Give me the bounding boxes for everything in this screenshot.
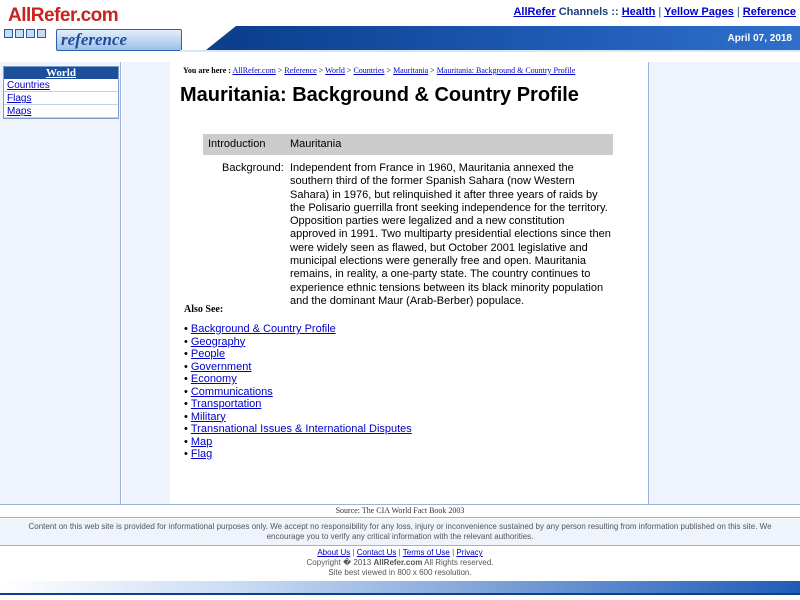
footer-separator: | bbox=[398, 548, 401, 557]
best-viewed-note: Site best viewed in 800 x 600 resolution. bbox=[328, 568, 472, 577]
list-item bbox=[184, 336, 412, 349]
breadcrumb-link[interactable]: Reference bbox=[284, 66, 317, 75]
also-see-link-people[interactable]: People bbox=[190, 348, 226, 360]
bullet-icon: • bbox=[184, 348, 188, 360]
current-date: April 07, 2018 bbox=[727, 33, 792, 44]
site-footer bbox=[0, 504, 800, 600]
sidebar-item-countries[interactable]: Countries bbox=[4, 79, 118, 92]
list-item bbox=[184, 398, 412, 411]
breadcrumb-separator: > bbox=[318, 66, 324, 75]
sidebar-item-maps[interactable]: Maps bbox=[4, 105, 118, 118]
bullet-icon: • bbox=[184, 360, 188, 373]
channels-label: Channels :: bbox=[558, 6, 619, 18]
footer-link-contact[interactable]: Contact Us bbox=[356, 548, 397, 557]
site-header bbox=[0, 0, 800, 52]
list-item bbox=[184, 436, 412, 449]
also-see-link-communications[interactable]: Communications bbox=[190, 385, 273, 398]
country-profile-table bbox=[203, 134, 613, 308]
breadcrumb-separator: > bbox=[430, 66, 435, 75]
breadcrumb-separator: > bbox=[386, 66, 392, 75]
also-see-link-government[interactable]: Government bbox=[190, 360, 252, 373]
profile-table-header bbox=[203, 134, 613, 155]
page-title: Mauritania: Background & Country Profile bbox=[180, 84, 579, 106]
header-stripe bbox=[180, 50, 800, 52]
header-blue-bar bbox=[236, 26, 800, 50]
bullet-icon: • bbox=[184, 335, 188, 348]
footer-links bbox=[0, 545, 800, 575]
disclaimer-text: Content on this web site is provided for informational purposes only. We accept no responsibility for any loss, injury or inconvenience sustained by any person resulting from information published on this site. We encourage you to verify any critical information with the relevant authorities. bbox=[0, 519, 800, 545]
footer-separator: | bbox=[352, 548, 355, 557]
channel-separator: | bbox=[658, 6, 662, 18]
bullet-icon: • bbox=[184, 373, 188, 385]
list-item bbox=[184, 411, 412, 424]
breadcrumb-link[interactable]: Mauritania bbox=[393, 66, 429, 75]
also-see-link-map[interactable]: Map bbox=[190, 435, 213, 448]
also-see-list bbox=[184, 323, 412, 461]
copyright-brand: AllRefer.com bbox=[373, 558, 423, 567]
list-item bbox=[184, 448, 412, 461]
list-item bbox=[184, 423, 412, 436]
content-margin bbox=[122, 62, 170, 504]
copyright-pre: Copyright � 2013 bbox=[306, 558, 372, 567]
also-see-link-military[interactable]: Military bbox=[190, 410, 226, 423]
footer-link-terms[interactable]: Terms of Use bbox=[402, 548, 450, 557]
world-nav-box bbox=[3, 66, 119, 119]
sidebar-item-flags[interactable]: Flags bbox=[4, 92, 118, 105]
breadcrumb-link[interactable]: Mauritania: Background & Country Profile bbox=[436, 66, 576, 75]
logo-reference-badge: reference bbox=[56, 29, 182, 51]
background-text: Independent from France in 1960, Mauritania annexed the southern third of the former Spanish Sahara (now Western Sahara) in 1976, but relinquished it after three years of raids by the Polisario guerrilla front seeking independence for the territory. Opposition parties were legalized and a new constitution approved in 1991. Two multiparty presidential elections since then were widely seen as flawed, but October 2001 legislative and municipal elections were generally free and open. Mauritania remains, in reality, a one-party state. The country continues to experience ethnic tensions between its black minority population and the dominant Maur (Arab-Berber) populace. bbox=[290, 162, 611, 307]
left-sidebar bbox=[0, 62, 121, 504]
bullet-icon: • bbox=[184, 435, 188, 448]
profile-header-country: Mauritania bbox=[290, 138, 342, 150]
list-item bbox=[184, 386, 412, 399]
copyright bbox=[0, 558, 800, 568]
footer-link-about[interactable]: About Us bbox=[317, 548, 351, 557]
right-sidebar bbox=[648, 62, 800, 504]
breadcrumb-link[interactable]: Countries bbox=[353, 66, 385, 75]
breadcrumb-separator: > bbox=[346, 66, 352, 75]
bullet-icon: • bbox=[184, 423, 188, 435]
channels-brand-link[interactable]: AllRefer bbox=[513, 6, 556, 18]
channel-link-yellow-pages[interactable]: Yellow Pages bbox=[664, 6, 734, 18]
also-see-link-transportation[interactable]: Transportation bbox=[190, 398, 262, 410]
header-bar-notch bbox=[206, 26, 236, 50]
channel-separator: | bbox=[736, 6, 740, 18]
breadcrumb-separator: > bbox=[277, 66, 283, 75]
breadcrumb-lead: You are here : bbox=[183, 66, 231, 75]
bullet-icon: • bbox=[184, 385, 188, 398]
main-content bbox=[170, 62, 648, 504]
bullet-icon: • bbox=[184, 410, 188, 423]
source-credit: Source: The CIA World Fact Book 2003 bbox=[0, 504, 800, 518]
footer-link-privacy[interactable]: Privacy bbox=[456, 548, 483, 557]
footer-gradient-bar bbox=[0, 581, 800, 593]
footer-nav bbox=[0, 548, 800, 558]
background-label: Background: bbox=[222, 162, 284, 174]
list-item bbox=[184, 323, 412, 336]
also-see-link-transnational[interactable]: Transnational Issues & International Disputes bbox=[190, 423, 412, 435]
logo-square-icon bbox=[15, 29, 24, 38]
profile-row-background bbox=[203, 160, 613, 308]
also-see-link-background[interactable]: Background & Country Profile bbox=[190, 323, 336, 335]
also-see-heading: Also See: bbox=[184, 304, 224, 315]
copyright-post: All Rights reserved. bbox=[424, 558, 494, 567]
bullet-icon: • bbox=[184, 323, 188, 335]
channels-menu bbox=[513, 6, 796, 18]
breadcrumb-link[interactable]: AllRefer.com bbox=[232, 66, 276, 75]
also-see-link-geography[interactable]: Geography bbox=[190, 335, 246, 348]
logo-square-icon bbox=[37, 29, 46, 38]
logo-square-icon bbox=[26, 29, 35, 38]
bullet-icon: • bbox=[184, 448, 188, 460]
logo-square-icon bbox=[4, 29, 13, 38]
allrefer-logo[interactable] bbox=[4, 5, 182, 51]
also-see-link-economy[interactable]: Economy bbox=[190, 373, 237, 385]
list-item bbox=[184, 373, 412, 386]
logo-wordmark: AllRefer.com bbox=[8, 5, 119, 26]
profile-header-section: Introduction bbox=[208, 138, 266, 150]
bullet-icon: • bbox=[184, 398, 188, 410]
list-item bbox=[184, 361, 412, 374]
world-nav-title[interactable]: World bbox=[4, 67, 118, 79]
footer-bottom-line bbox=[0, 593, 800, 595]
channel-link-health[interactable]: Health bbox=[621, 6, 656, 18]
channel-link-reference[interactable]: Reference bbox=[742, 6, 796, 18]
also-see-link-flag[interactable]: Flag bbox=[190, 448, 213, 460]
breadcrumb bbox=[183, 66, 575, 75]
list-item bbox=[184, 348, 412, 361]
breadcrumb-link[interactable]: World bbox=[325, 66, 345, 75]
footer-separator: | bbox=[452, 548, 455, 557]
